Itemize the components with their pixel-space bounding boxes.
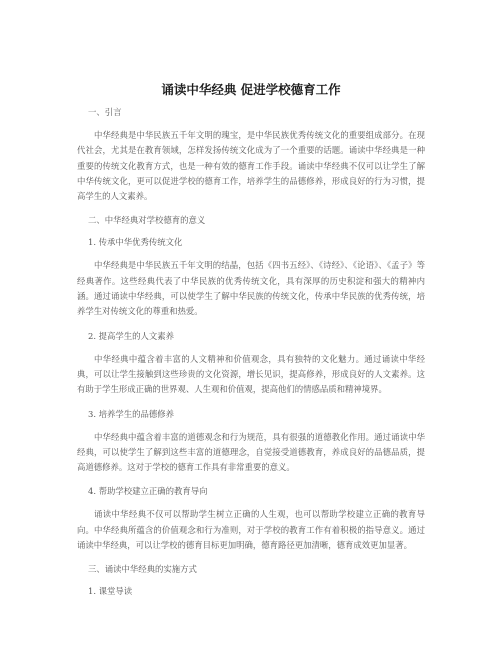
- document-title: 诵读中华经典 促进学校德育工作: [161, 82, 341, 97]
- section-heading: 3. 培养学生的品德修养: [88, 408, 175, 419]
- section-heading: 1. 课堂导读: [88, 586, 133, 597]
- section-heading: 二、中华经典对学校德育的意义: [88, 215, 206, 226]
- section-heading: 2. 提高学生的人文素养: [88, 330, 175, 341]
- paragraph: 中华经典中蕴含着丰富的道德观念和行为规范，具有很强的道德教化作用。通过诵读中华经典，可以使学生了解到这些丰富的道德理念，自觉接受道德教育，养成良好的品德品质，提高道德修养。这对于学校的德育工作具有非常重要的意义。: [77, 431, 425, 473]
- paragraph: 诵读中华经典不仅可以帮助学生树立正确的人生观，也可以帮助学校建立正确的教育导向。中华经典所蕴含的价值观念和行为准则，对于学校的教育工作有着积极的指导意义。通过诵读中华经典，可以让学校的德育目标更加明确，德育路径更加清晰，德育成效更加显著。: [77, 509, 425, 551]
- document-body: [77, 106, 425, 607]
- paragraph: 中华经典中蕴含着丰富的人文精神和价值观念，具有独特的文化魅力。通过诵读中华经典，可以让学生接触到这些珍贵的文化资源，增长见识，提高修养，形成良好的人文素养。这有助于学生形成正确的世界观、人生观和价值观，提高他们的情感品质和精神境界。: [77, 353, 425, 395]
- section-heading: 4. 帮助学校建立正确的教育导向: [88, 486, 208, 497]
- section-heading: 一、引言: [88, 107, 122, 117]
- paragraph: 中华经典是中华民族五千年文明的瑰宝，是中华民族优秀传统文化的重要组成部分。在现代社会，尤其是在教育领域，怎样发扬传统文化成为了一个重要的话题。诵读中华经典是一种重要的传统文化教育方式，也是一种有效的德育工作手段。诵读中华经典不仅可以让学生了解中华传统文化，更可以促进学校的德育工作，培养学生的品德修养，形成良好的行为习惯，提高学生的人文素养。: [77, 130, 425, 202]
- section-heading: 三、诵读中华经典的实施方式: [88, 564, 197, 575]
- section-heading: 1. 传承中华优秀传统文化: [88, 237, 183, 248]
- paragraph: 中华经典是中华民族五千年文明的结晶，包括《四书五经》、《诗经》、《论语》、《孟子》等经典著作。这些经典代表了中华民族的优秀传统文化，具有深厚的历史积淀和强大的精神内涵。通过诵读中华经典，可以使学生了解中华民族的传统文化，传承中华民族的优秀传统，培养学生对传统文化的尊重和热爱。: [77, 260, 425, 317]
